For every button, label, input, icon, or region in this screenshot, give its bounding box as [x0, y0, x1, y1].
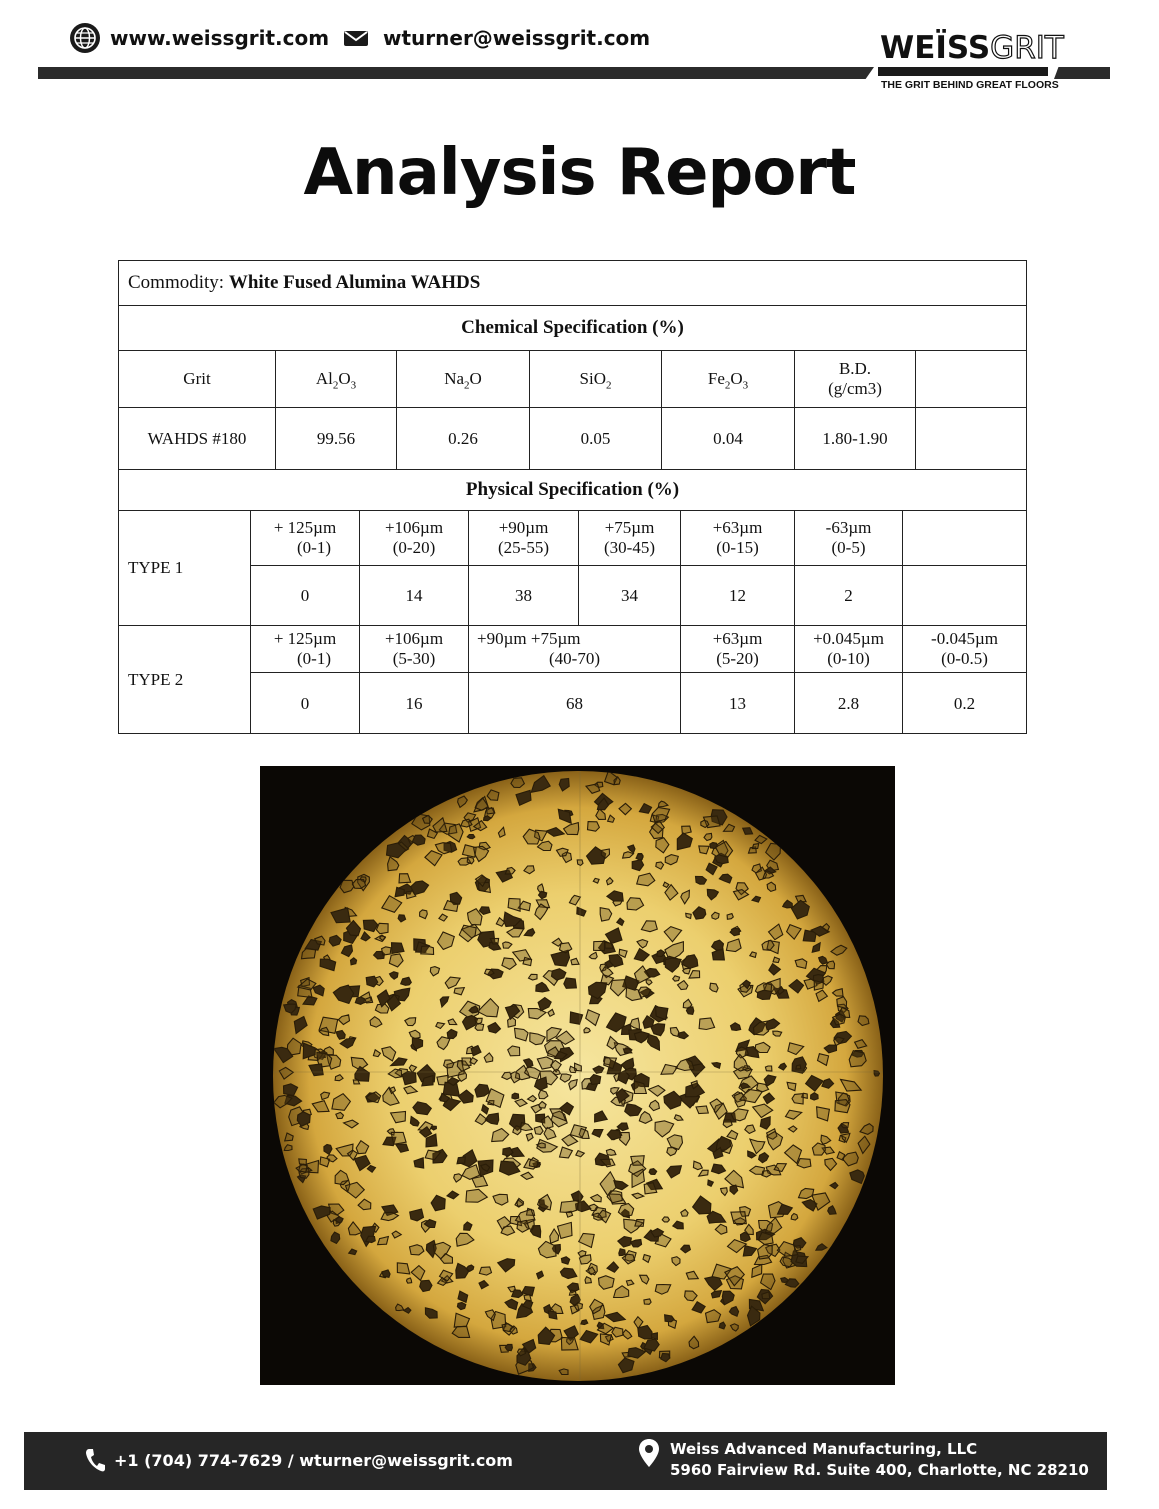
value-fe2o3: 0.04: [662, 408, 795, 469]
grain-particle: [588, 822, 600, 832]
footer-company: Weiss Advanced Manufacturing, LLC: [670, 1440, 978, 1458]
microscope-photo: [260, 766, 895, 1385]
logo-word-weiss: WEÏSS: [880, 30, 991, 66]
type1-value-90: 38: [469, 566, 579, 625]
grain-particle: [382, 1270, 390, 1278]
grain-particle: [560, 1200, 579, 1212]
grain-particle: [462, 1058, 471, 1065]
chemical-title-row: [119, 306, 1026, 351]
grain-particle: [619, 1249, 626, 1256]
type2-header-0045: +0.045µm (0-10): [795, 626, 903, 672]
value-sio2: 0.05: [530, 408, 662, 469]
grain-particle: [299, 1165, 308, 1173]
grain-particle: [773, 1031, 782, 1036]
grain-particle: [874, 1071, 879, 1077]
page-title: Analysis Report: [303, 136, 856, 210]
grain-particle: [392, 943, 405, 954]
grain-particle: [837, 997, 847, 1009]
grain-particle: [662, 1217, 669, 1222]
type1-header-row: [251, 511, 1026, 566]
website-link[interactable]: www.weissgrit.com: [110, 26, 330, 50]
commodity-cell: [119, 261, 1026, 305]
grain-particle: [791, 1214, 798, 1221]
grain-particle: [757, 990, 771, 999]
type1-header-minus63: -63µm (0-5): [795, 511, 903, 565]
grain-particle: [479, 1267, 491, 1275]
globe-icon: [70, 23, 100, 53]
type2-value-90-75: 68: [469, 673, 681, 734]
grain-particle: [376, 923, 388, 933]
type2-header-125: + 125µm (0-1): [251, 626, 360, 672]
type1-value-63: 12: [681, 566, 795, 625]
grain-particle: [584, 1028, 590, 1033]
logo-bar: [878, 67, 1048, 76]
grain-particle: [581, 1320, 588, 1325]
grain-particle: [523, 957, 532, 965]
grain-particle: [811, 1093, 819, 1100]
chemical-header-row: [119, 351, 1026, 408]
grain-particle: [594, 941, 605, 950]
grain-particle: [727, 914, 733, 920]
value-bd: 1.80-1.90: [795, 408, 916, 469]
grain-particle: [635, 1220, 644, 1227]
grain-particle: [410, 1245, 424, 1255]
logo-word-grit: GRIT: [990, 30, 1064, 66]
type2-value-63: 13: [681, 673, 795, 734]
grain-particle: [696, 1106, 708, 1114]
footer-contact[interactable]: [84, 1447, 513, 1473]
value-empty: [916, 408, 1026, 469]
grain-particle: [475, 1023, 484, 1030]
grain-particle: [752, 844, 758, 849]
type2-value-0045: 2.8: [795, 673, 903, 734]
page-footer: [24, 1432, 1107, 1490]
header-fe2o3: $Fe_2O_3$: [662, 351, 795, 407]
grain-particle: [397, 1263, 409, 1274]
type1-value-106: 14: [360, 566, 469, 625]
grain-particle: [421, 946, 434, 954]
footer-address: 5960 Fairview Rd. Suite 400, Charlotte, NC 28210: [670, 1461, 1089, 1479]
header-bd-line2: (g/cm3): [828, 379, 882, 398]
grain-particle: [796, 1065, 801, 1069]
grain-particle: [402, 1071, 416, 1084]
grain-particle: [631, 1156, 644, 1166]
grain-particle: [797, 1159, 811, 1168]
grain-particle: [569, 1290, 576, 1295]
header-bd-line1: B.D.: [838, 359, 872, 378]
type2-value-minus0045: 0.2: [953, 693, 976, 713]
type2-header-106: +106µm (5-30): [360, 626, 469, 672]
type2-header-63: +63µm (5-20): [681, 626, 795, 672]
grain-particle: [841, 1123, 848, 1128]
value-al2o3: 99.56: [276, 408, 397, 469]
grain-particle: [731, 1212, 746, 1224]
grain-particle: [505, 1344, 512, 1350]
grain-particle: [457, 1157, 465, 1164]
weissgrit-logo: [878, 30, 1064, 94]
grain-particle: [605, 942, 613, 948]
phone-icon: [84, 1447, 106, 1473]
type1-value-125: 0: [251, 566, 360, 625]
header-bulk-density: [795, 351, 916, 407]
envelope-icon: [343, 28, 371, 48]
header-sio2: SiO$_2$: [530, 351, 662, 407]
grain-particle: [719, 1322, 725, 1329]
type1-header-125: + 125µm (0-1): [251, 511, 360, 565]
header-website[interactable]: [70, 22, 329, 54]
commodity-row: [119, 261, 1026, 306]
grain-particle: [420, 1280, 432, 1291]
physical-spec-title: Physical Specification (%): [465, 479, 680, 500]
header-grit: Grit: [119, 351, 276, 407]
type1-header-63: +63µm (0-15): [681, 511, 795, 565]
chemical-value-row: [119, 408, 1026, 470]
logo-tagline: THE GRIT BEHIND GREAT FLOORS: [881, 79, 1059, 91]
type1-header-75: +75µm (30-45): [579, 511, 681, 565]
type1-header-106: +106µm (0-20): [360, 511, 469, 565]
grain-particle: [644, 1299, 651, 1304]
grain-particle: [524, 1295, 531, 1301]
grain-particle: [407, 1278, 412, 1283]
header-email[interactable]: [343, 22, 650, 54]
grain-particle: [382, 947, 391, 955]
type1-value-75: 34: [579, 566, 681, 625]
type2-value-125: 0: [251, 673, 360, 734]
header-na2o: $Na_2O$: [397, 351, 530, 407]
footer-contact-text[interactable]: +1 (704) 774-7629 / wturner@weissgrit.com: [114, 1450, 513, 1470]
grain-particle: [355, 997, 364, 1004]
spec-table: [118, 260, 1027, 734]
type1-header-empty: [903, 511, 1026, 565]
grain-particle: [651, 1333, 657, 1340]
grain-particle: [673, 976, 680, 981]
header-al2o3: $Al_2O_3$: [276, 351, 397, 407]
type1-header-90: +90µm (25-55): [469, 511, 579, 565]
chemical-spec-title: Chemical Specification (%): [461, 317, 684, 338]
grain-particle: [486, 808, 494, 814]
email-link[interactable]: wturner@weissgrit.com: [383, 26, 651, 50]
grain-particle: [467, 857, 474, 864]
grain-particle: [835, 1100, 850, 1113]
grain-particle: [599, 1276, 615, 1290]
header-divider-bar: [38, 67, 874, 79]
header-divider-bar-right: [1054, 67, 1110, 79]
type2-value-106: 16: [360, 673, 469, 734]
grain-particle: [792, 1094, 803, 1104]
grain-particle: [765, 1066, 772, 1071]
commodity-value: White Fused Alumina WAHDS: [228, 272, 481, 293]
grain-particle: [467, 835, 475, 839]
type1-value-minus63: 2: [795, 566, 903, 625]
grain-particle: [299, 1159, 307, 1165]
location-pin-icon: [638, 1438, 660, 1468]
microscope-field-image: [260, 766, 895, 1385]
header-empty: [916, 351, 1026, 407]
type1-value-row: [251, 566, 1026, 626]
physical-title-row: [119, 470, 1026, 511]
logo-wordmark: [880, 30, 1064, 66]
grain-particle: [401, 977, 412, 985]
type2-header-90-75: +90µm +75µm (40-70): [469, 626, 681, 672]
type2-value-row: [251, 673, 1026, 734]
grain-particle: [391, 1132, 406, 1144]
grain-particle: [564, 978, 577, 988]
type2-header-row: [251, 626, 1026, 673]
value-grit: WAHDS #180: [119, 408, 276, 469]
type2-header-minus0045: -0.045µm (0-0.5): [931, 629, 998, 668]
grain-particle: [431, 1126, 436, 1130]
type2-label: TYPE 2: [119, 626, 251, 734]
commodity-label: Commodity:: [128, 272, 225, 293]
grain-particle: [548, 1311, 557, 1319]
type1-label: TYPE 1: [119, 511, 251, 625]
value-na2o: 0.26: [397, 408, 530, 469]
type1-value-empty: [903, 566, 1026, 625]
grain-particle: [512, 1093, 519, 1099]
grain-particle: [561, 1257, 569, 1264]
footer-address-block: [670, 1439, 1089, 1481]
